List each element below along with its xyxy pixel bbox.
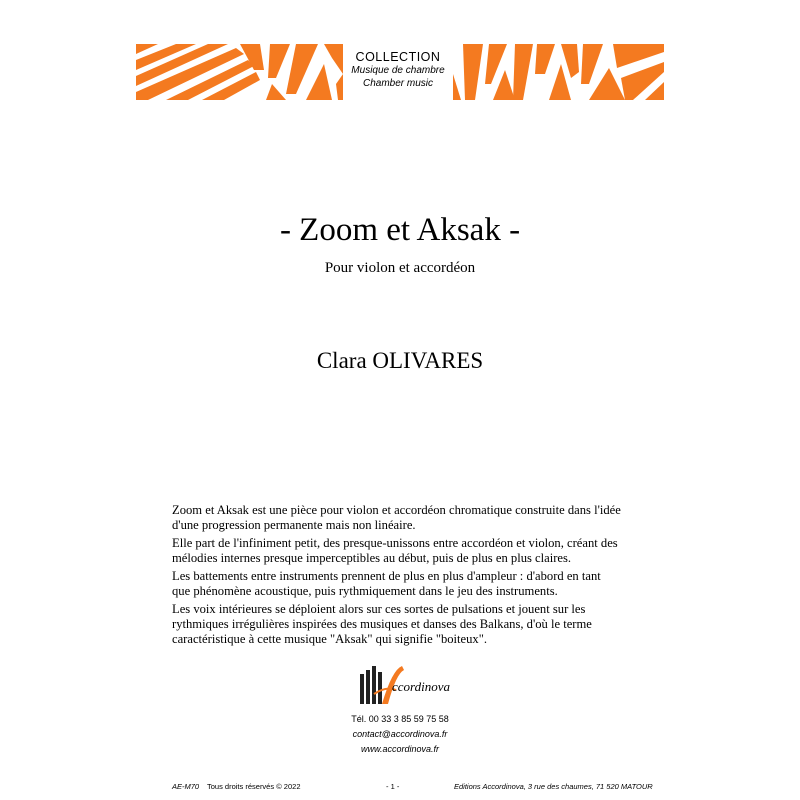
logo-text: ccordinova [392, 679, 450, 694]
collection-subtitle-fr: Musique de chambre [351, 65, 445, 76]
collection-label [343, 44, 453, 100]
contact-phone: Tél. 00 33 3 85 59 75 58 [351, 714, 449, 724]
contact-block [300, 712, 500, 757]
footer-publisher-address: Editions Accordinova, 3 rue des chaumes, 71 520 MATOUR [454, 782, 653, 791]
description-paragraph: Zoom et Aksak est une pièce pour violon et accordéon chromatique construite dans l'idée d'une progression permanente mais non linéaire. [172, 503, 621, 532]
contact-website[interactable]: www.accordinova.fr [360, 744, 440, 754]
description-paragraph: Elle part de l'infiniment petit, des presque-unissons entre accordéon et violon, créant des mélodies internes presque imperceptibles au début, puis de plus en plus claires. [172, 536, 618, 565]
description [172, 503, 622, 650]
banner-left-graphic [136, 44, 343, 100]
banner-right-graphic [453, 44, 664, 100]
footer-rights: Tous droits réservés © 2022 [207, 782, 301, 791]
footer-page-number: - 1 - [386, 782, 400, 791]
publisher-logo [356, 660, 456, 710]
piece-subtitle: Pour violon et accordéon [324, 260, 476, 276]
collection-subtitle-en: Chamber music [362, 78, 434, 89]
accordion-logo-icon [356, 660, 456, 710]
composer-name: Clara OLIVARES [316, 348, 484, 373]
footer-catalog-code: AE-M70 [172, 782, 200, 791]
contact-email[interactable]: contact@accordinova.fr [352, 729, 448, 739]
collection-title: COLLECTION [355, 50, 441, 64]
description-paragraph: Les battements entre instruments prennent de plus en plus d'ampleur : d'abord en tant que phénomène acoustique, puis rythmiquement dans le jeu des instruments. [172, 569, 601, 598]
description-paragraph: Les voix intérieures se déploient alors sur ces sortes de pulsations et jouent sur les rythmiques irrégulières inspirées des musiques et danses des Balkans, d'où le terme caractéristique à cette musique "Aksak" qui signifie "boiteux". [172, 602, 592, 646]
piece-title: - Zoom et Aksak - [279, 212, 521, 248]
